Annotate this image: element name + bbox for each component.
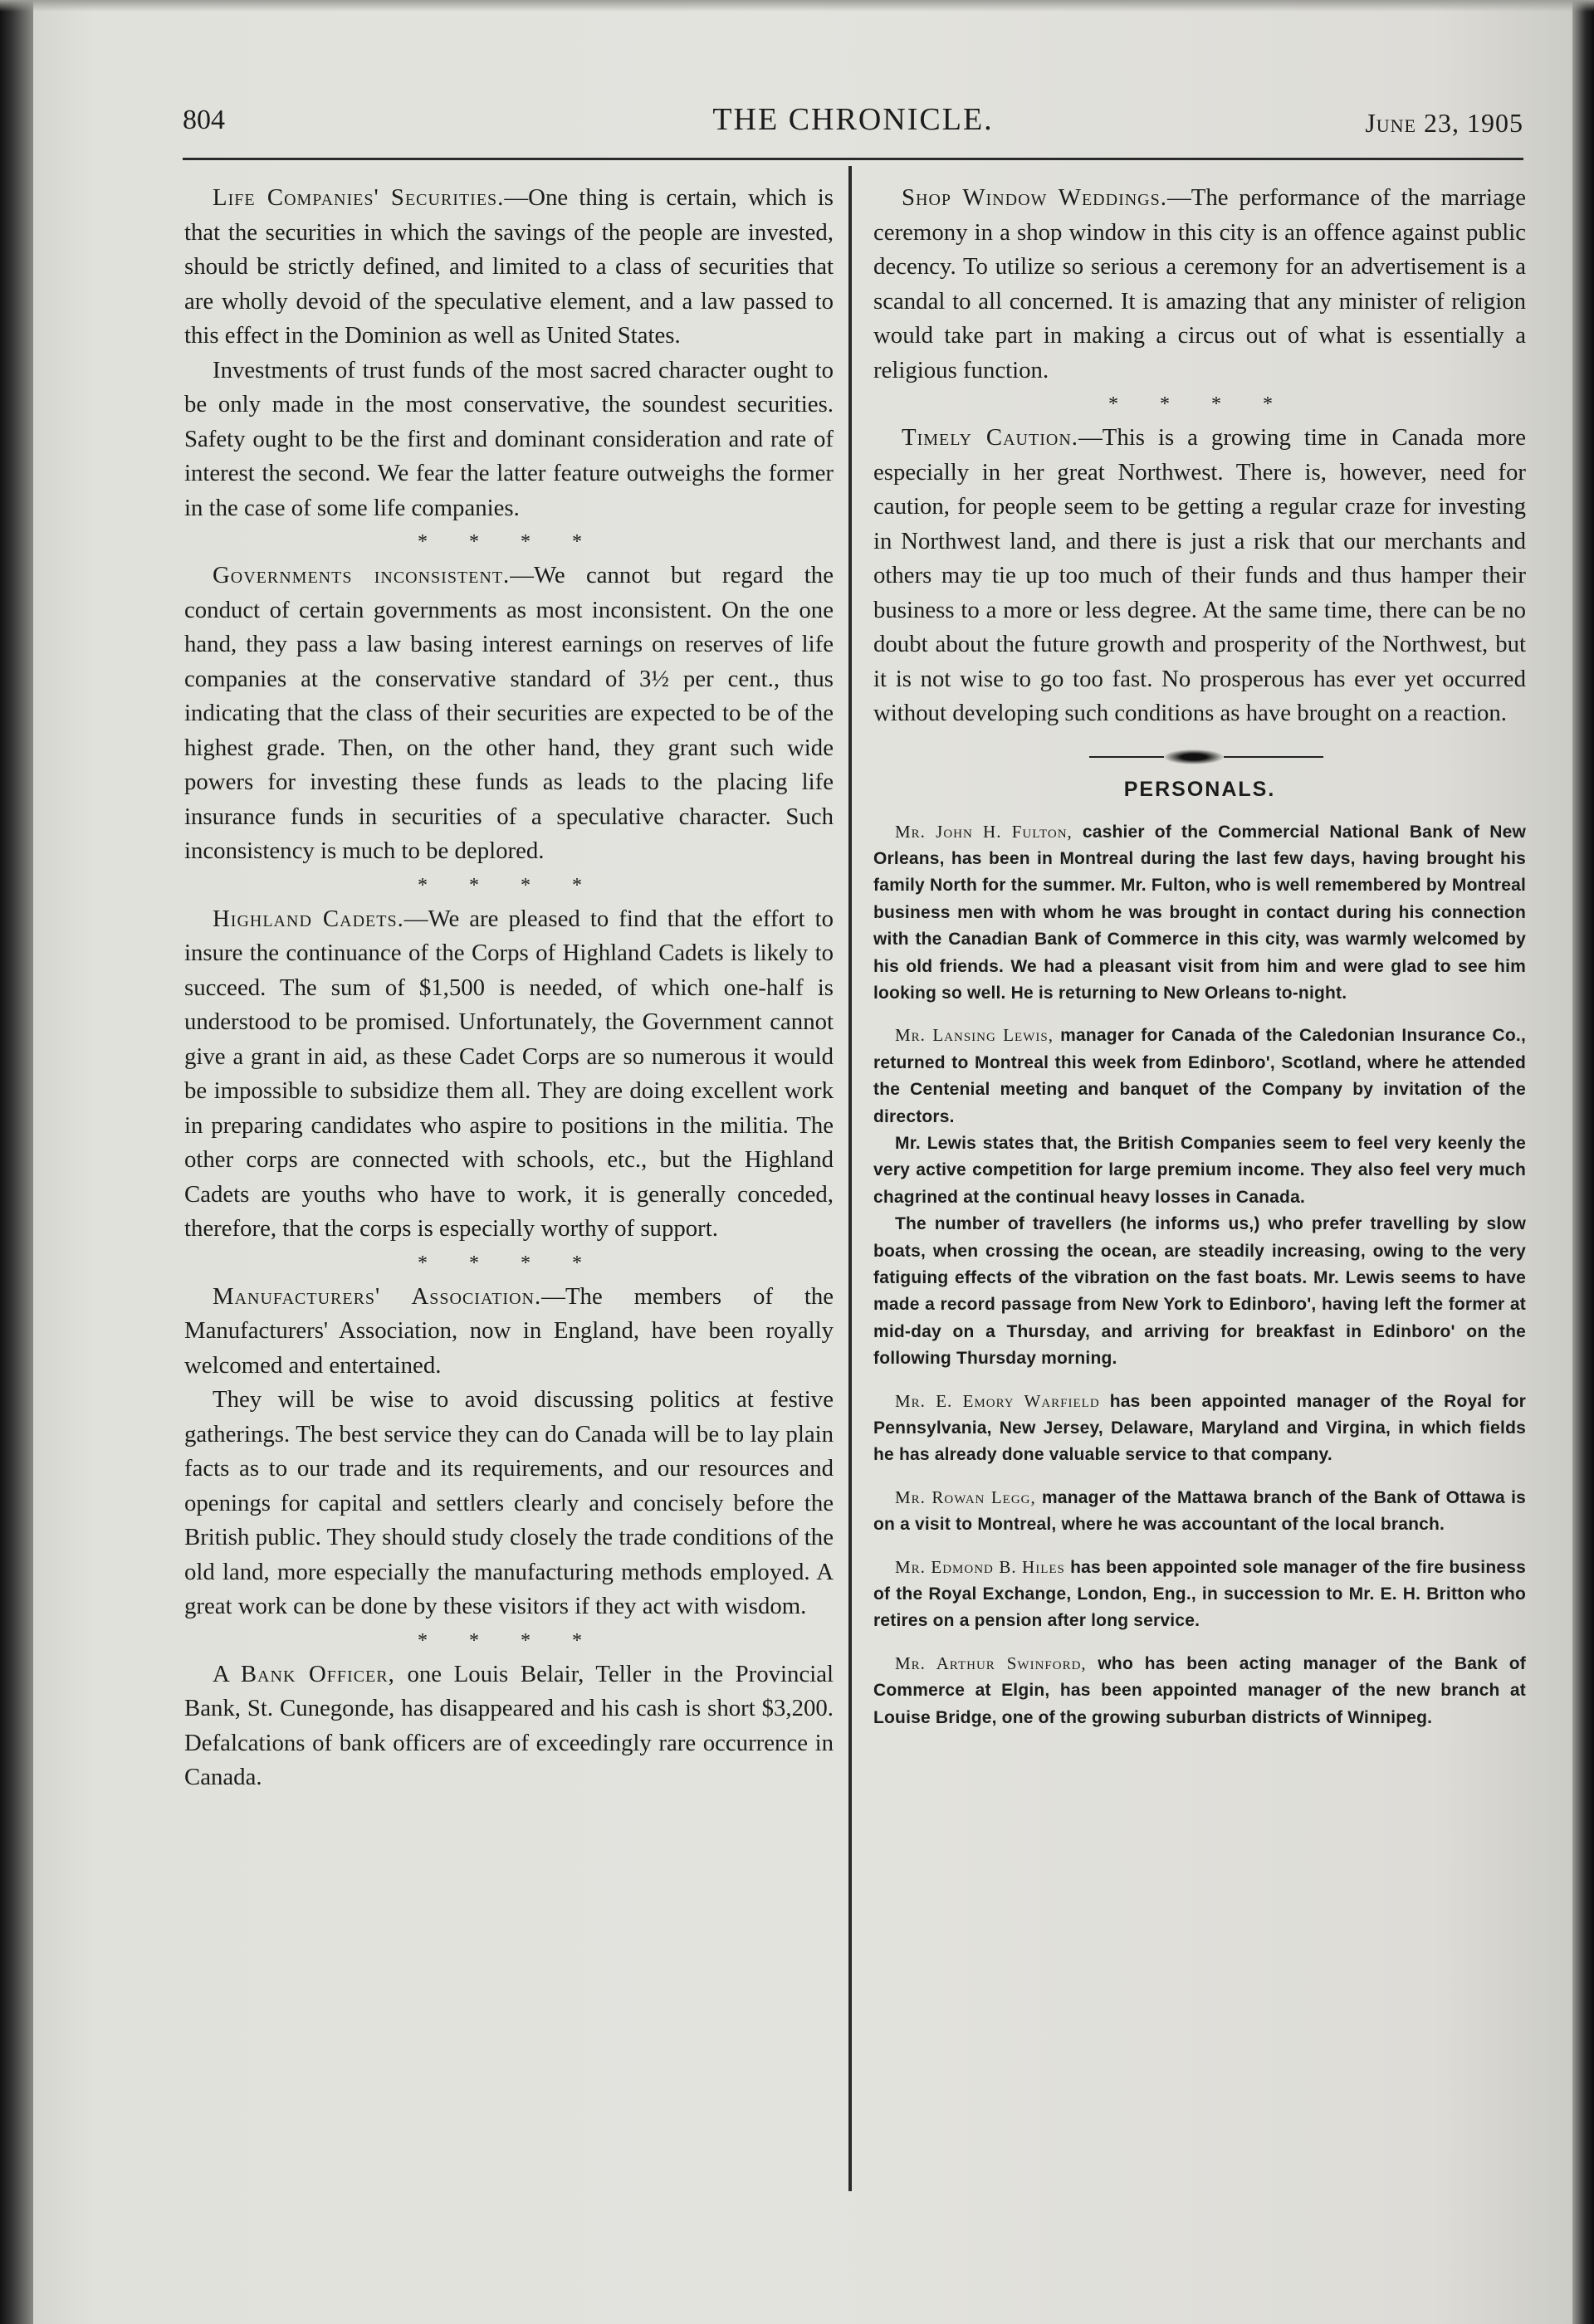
left-column	[184, 181, 834, 1795]
personal-text: cashier of the Commercial National Bank of New Orleans, has been in Montreal during the last few days, having brought his family North for the summer. Mr. Fulton, who is well remembered by Montreal business men with whom he was brought in contact during his connection with the Canadian Bank of Commerce in this city, was warmly welcomed by his old friends. We had a pleasant visit from him and were glad to see him looking so well. He is returning to New Orleans to-night.	[873, 822, 1526, 1003]
personal-item	[873, 1554, 1526, 1635]
personal-text: has been appointed sole manager of the fire business of the Royal Exchange, London, Eng., in succession to Mr. E. H. Britton who retires on a pension after long service.	[873, 1557, 1526, 1631]
article-paragraph	[873, 421, 1526, 731]
ornament-divider	[873, 745, 1526, 769]
section-separator: * * * *	[418, 1252, 600, 1274]
page-header	[183, 96, 1523, 143]
article-text: —The performance of the marriage ceremony in a shop window in this city is an offence against public decency. To utilize so serious a ceremony for an advertisement is a scandal to all concerned. It is amazing that any minister of religion would take part in making a circus out of what is essentially a religious function.	[873, 184, 1526, 383]
article-lead: Manufacturers' Association.	[213, 1282, 542, 1310]
personal-item	[873, 1022, 1526, 1130]
masthead-title: THE CHRONICLE.	[712, 102, 994, 137]
article-manufacturers	[184, 1280, 834, 1624]
article-lead: Life Companies' Securities.	[213, 184, 505, 211]
column-divider	[848, 166, 852, 2191]
article-bank-officer	[184, 1658, 834, 1795]
article-paragraph: Investments of trust funds of the most sacred character ought to be only made in the most conservative, the soundest securities. Safety ought to be the first and dominant consideration and rate of interest the second. We fear the latter feature outweighs the former in the case of some life companies.	[184, 356, 834, 521]
binding-edge	[0, 0, 33, 2324]
article-text: —We are pleased to find that the effort to insure the continuance of the Corps of Highland Cadets is likely to succeed. The sum of $1,500 is needed, of which one-half is understood to be promised. Unfortunately, the Government cannot give a grant in aid, as these Cadet Corps are so numerous it would be impossible to subsidize them all. They are doing excellent work in preparing candidates who aspire to positions in the militia. The other corps are connected with schools, etc., but the Highland Cadets are youths who have to work, it is generally conceded, therefore, that the corps is especially worthy of support.	[184, 905, 834, 1242]
personal-name: Mr. Rowan Legg,	[895, 1487, 1036, 1507]
personal-item	[873, 818, 1526, 1008]
article-paragraph	[184, 902, 834, 1247]
article-lead: Timely Caution.	[902, 424, 1078, 451]
article-text: —We cannot but regard the conduct of certain governments as most inconsistent. On the one hand, they pass a law basing interest earnings on reserves of life companies at the conservative standard of 3½ per cent., thus indicating that the class of their securities are expected to be of the highest grade. Then, on the other hand, they grant such wide powers for investing these funds as leads to the placing life insurance funds in securities of a speculative character. Such inconsistency is much to be deplored.	[184, 562, 834, 864]
personal-name: Mr. Arthur Swinford,	[895, 1653, 1087, 1673]
personal-name: Mr. Edmond B. Hiles	[895, 1556, 1065, 1577]
article-text: —The members of the Manufacturers' Association, now in England, have been royally welcomed and entertained.	[184, 1282, 834, 1379]
personal-text: The number of travellers (he informs us,) who prefer travelling by slow boats, when crossing the ocean, are steadily increasing, owing to the very fatiguing effects of the vibration on the fast boats. Mr. Lewis seems to have made a record passage from New York to Edinboro', having left the former at mid-day on a Thursday, and arriving for breakfast in Edinboro' on the following Thursday morning.	[873, 1214, 1526, 1369]
article-lead: Shop Window Weddings.	[902, 184, 1167, 211]
article-text: A	[213, 1660, 241, 1687]
article-paragraph	[184, 559, 834, 869]
page-number: 804	[183, 105, 225, 135]
article-paragraph	[873, 181, 1526, 388]
personal-text: has been appointed manager of the Royal for Pennsylvania, New Jersey, Delaware, Maryland and Virgina, in which fields he has already done valuable service to that company.	[873, 1391, 1526, 1465]
personal-name: Mr. John H. Fulton,	[895, 821, 1073, 842]
personal-item	[873, 1130, 1526, 1211]
section-separator: * * * *	[418, 1629, 600, 1652]
article-governments	[184, 559, 834, 869]
article-text: —This is a growing time in Canada more especially in her great Northwest. There is, however, need for caution, for people seem to be getting a regular craze for investing in Northwest land, and there is just a risk that our merchants and others may tie up too much of their funds and thus hamper their business to a more or less degree. At the same time, there can be no doubt about the future growth and prosperity of the Northwest, but it is not wise to go too fast. No prosperous has ever yet occurred without developing such conditions as have brought on a reaction.	[873, 424, 1526, 726]
personal-text: manager of the Mattawa branch of the Bank of Ottawa is on a visit to Montreal, where he was accountant of the local branch.	[873, 1487, 1526, 1535]
article-lead: Highland Cadets.	[213, 905, 404, 932]
article-lead: Bank Officer,	[240, 1660, 395, 1687]
article-text: —One thing is certain, which is that the securities in which the savings of the people are invested, should be strictly defined, and limited to a class of securities that are wholly devoid of the speculative element, and a law passed to this effect in the Dominion as well as United States.	[184, 184, 834, 349]
page-right-edge	[1572, 0, 1594, 2324]
article-life-companies	[184, 181, 834, 525]
section-separator: * * * *	[418, 874, 600, 896]
personal-text: Mr. Lewis states that, the British Companies seem to feel very keenly the very active competition for large premium income. They also feel very much chagrined at the continual heavy losses in Canada.	[873, 1133, 1526, 1207]
personal-name: Mr. Lansing Lewis,	[895, 1025, 1054, 1046]
article-text: one Louis Belair, Teller in the Provincial Bank, St. Cunegonde, has disappeared and his cash is short $3,200. Defalcations of bank officers are of exceedingly rare occurrence in Canada.	[184, 1660, 834, 1790]
personal-text: who has been acting manager of the Bank of Commerce at Elgin, has been appointed manager of the new branch at Louise Bridge, one of the growing suburban districts of Winnipeg.	[873, 1653, 1526, 1727]
header-rule	[183, 158, 1523, 160]
article-lead: Governments inconsistent.	[213, 562, 511, 588]
personal-item	[873, 1388, 1526, 1469]
article-timely-caution	[873, 421, 1526, 731]
page-top-edge	[0, 0, 1594, 12]
personals-list	[873, 818, 1526, 1732]
article-shop-window	[873, 181, 1526, 388]
personal-name: Mr. E. Emory Warfield	[895, 1390, 1100, 1411]
issue-date: June 23, 1905	[1365, 108, 1523, 138]
section-separator: * * * *	[418, 531, 600, 553]
article-paragraph	[184, 1658, 834, 1795]
personal-text: manager for Canada of the Caledonian Insurance Co., returned to Montreal this week from Edinboro', Scotland, where he attended the Centenial meeting and banquet of the Company by invitation of the directors.	[873, 1026, 1526, 1126]
personal-item	[873, 1211, 1526, 1372]
right-column	[873, 181, 1526, 1731]
section-separator: * * * *	[1108, 393, 1291, 415]
personal-item	[873, 1484, 1526, 1539]
article-paragraph	[184, 181, 834, 354]
article-paragraph: They will be wise to avoid discussing politics at festive gatherings. The best service they can do Canada will be to lay plain facts as to our trade and its requirements, and our resources and openings for capital and settlers clearly and concisely before the British public. They should study closely the trade conditions of the old land, more especially the manufacturing methods employed. A great work can be done by these visitors if they act with wisdom.	[184, 1386, 834, 1619]
article-paragraph	[184, 1280, 834, 1384]
personals-heading: PERSONALS.	[1123, 777, 1276, 801]
article-highland-cadets	[184, 902, 834, 1247]
personal-item	[873, 1650, 1526, 1731]
